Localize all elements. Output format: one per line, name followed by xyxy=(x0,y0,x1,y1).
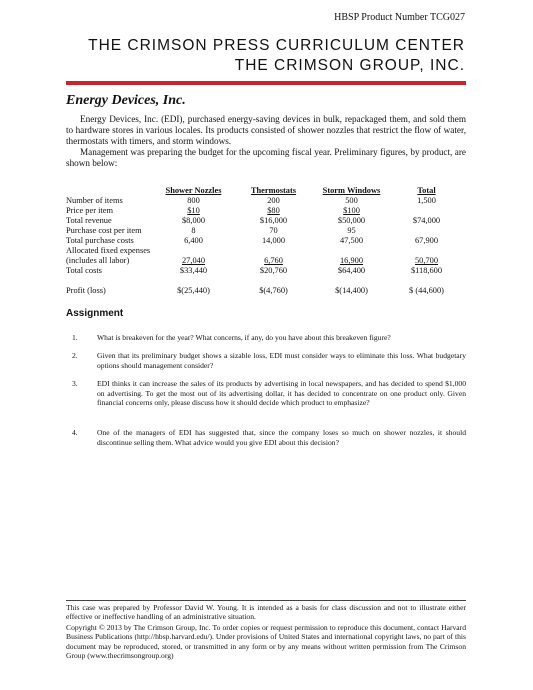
cell-value: $80 xyxy=(267,206,280,215)
question-text: EDI thinks it can increase the sales of its products by advertising in local newspapers, and has decided to spend $1,000 on advertising. To get the most out of its advertising dollar, it has decided to concentrate on one product only. Given financial concerns only, please discuss how it should decide which product to emphasize? xyxy=(97,379,466,408)
row-label: Total costs xyxy=(66,266,102,275)
footer-divider xyxy=(66,600,466,601)
question-number: 2. xyxy=(72,351,78,360)
cell-value xyxy=(389,226,464,236)
table-row xyxy=(66,246,464,256)
cell-value: 50,700 xyxy=(414,256,439,265)
question-item xyxy=(66,333,466,343)
cell-value: $16,000 xyxy=(259,216,288,225)
cell-value: 200 xyxy=(267,196,280,205)
cell-value: $64,400 xyxy=(337,266,366,275)
budget-paragraph: Management was preparing the budget for the upcoming fiscal year. Preliminary figures, by product, are shown below: xyxy=(66,147,466,168)
question-text: Given that its preliminary budget shows a sizable loss, EDI must consider ways to eliminate this loss. What budgetary options should management consider? xyxy=(97,351,466,370)
row-label: Purchase cost per item xyxy=(66,226,142,235)
cell-value: 27,040 xyxy=(181,256,206,265)
table-row xyxy=(66,196,464,206)
cell-value: $50,000 xyxy=(337,216,366,225)
cell-value: $8,000 xyxy=(181,216,206,225)
cell-value: 8 xyxy=(191,226,196,235)
cell-value: $(14,400) xyxy=(335,286,368,295)
cell-value: 500 xyxy=(345,196,358,205)
cell-value: 6,760 xyxy=(264,256,283,265)
table-row xyxy=(66,266,464,276)
question-text: What is breakeven for the year? What concerns, if any, do you have about this breakeven figure? xyxy=(97,333,391,342)
table-row xyxy=(66,236,464,246)
question-number: 3. xyxy=(72,379,78,388)
cell-value: $33,440 xyxy=(179,266,208,275)
cell-value: $10 xyxy=(187,206,200,215)
brand-line-1: THE CRIMSON PRESS CURRICULUM CENTER xyxy=(88,37,465,54)
row-label: Allocated fixed expenses xyxy=(66,246,151,255)
row-label: Total purchase costs xyxy=(66,236,134,245)
question-item xyxy=(66,428,466,448)
row-label: (includes all labor) xyxy=(66,256,130,265)
cell-value: 16,900 xyxy=(339,256,364,265)
budget-table xyxy=(66,184,464,296)
cell-value xyxy=(389,206,464,216)
header-cell-label xyxy=(66,184,154,196)
question-item xyxy=(66,379,466,419)
row-label: Number of items xyxy=(66,196,123,205)
cell-value: 6,400 xyxy=(184,236,203,245)
footer-note: This case was prepared by Professor David W. Young. It is intended as a basis for class discussion and not to illustrate either effective or ineffective handling of an administrative situation. xyxy=(66,603,466,622)
cell-value: 47,500 xyxy=(339,236,364,245)
cell-value xyxy=(389,246,464,256)
question-number: 4. xyxy=(72,428,78,437)
brand-line-2: THE CRIMSON GROUP, INC. xyxy=(234,57,465,74)
cell-value xyxy=(154,246,233,256)
question-number: 1. xyxy=(72,333,78,342)
cell-value: $118,600 xyxy=(410,266,443,275)
cell-value xyxy=(314,246,389,256)
cell-value: 1,500 xyxy=(417,196,436,205)
cell-value: 67,900 xyxy=(414,236,439,245)
header-cell-storm-windows: Storm Windows xyxy=(322,186,381,195)
table-row xyxy=(66,286,464,296)
cell-value: 14,000 xyxy=(261,236,286,245)
header-red-rule xyxy=(66,81,466,85)
cell-value: $(25,440) xyxy=(177,286,210,295)
cell-value: 95 xyxy=(347,226,356,235)
cell-value: 70 xyxy=(269,226,278,235)
cell-value: $ (44,600) xyxy=(409,286,444,295)
intro-paragraph: Energy Devices, Inc. (EDI), purchased energy-saving devices in bulk, repackaged them, and sold them to hardware stores in various locales. Its products consisted of shower nozzles that restrict the flow of water, thermostats with timers, and storm windows. xyxy=(66,114,466,146)
row-label: Price per item xyxy=(66,206,113,215)
table-row xyxy=(66,226,464,236)
table-spacer-row xyxy=(66,276,464,286)
question-text: One of the managers of EDI has suggested that, since the company loses so much on shower nozzles, it should discontinue selling them. What advice would you give EDI about this decision? xyxy=(97,428,466,447)
table-row xyxy=(66,206,464,216)
header-cell-total: Total xyxy=(417,186,436,195)
row-label: Total revenue xyxy=(66,216,112,225)
cell-value: 800 xyxy=(187,196,200,205)
cell-value: $100 xyxy=(343,206,360,215)
table-row xyxy=(66,256,464,266)
cell-value xyxy=(233,246,314,256)
cell-value: $(4,760) xyxy=(259,286,288,295)
header-cell-thermostats: Thermostats xyxy=(250,186,297,195)
cell-value: $20,760 xyxy=(259,266,288,275)
table-row xyxy=(66,216,464,226)
table-header-row xyxy=(66,184,464,196)
assignment-heading: Assignment xyxy=(66,308,124,319)
row-label: Profit (loss) xyxy=(66,286,106,295)
question-item xyxy=(66,351,466,371)
footer-copyright: Copyright © 2013 by The Crimson Group, Inc. To order copies or request permission to reproduce this document, contact Harvard Business Publications (http://hbsp.harvard.edu/). Under provisions of United States and international copyright laws, no part of this document may be reproduced, stored, or transmitted in any form or by any means without written permission from The Crimson Group (www.thecrimsongroup.org) xyxy=(66,623,466,661)
cell-value: $74,000 xyxy=(412,216,441,225)
header-cell-shower-nozzles: Shower Nozzles xyxy=(165,186,222,195)
product-number: HBSP Product Number TCG027 xyxy=(334,12,465,23)
case-title: Energy Devices, Inc. xyxy=(66,93,186,108)
